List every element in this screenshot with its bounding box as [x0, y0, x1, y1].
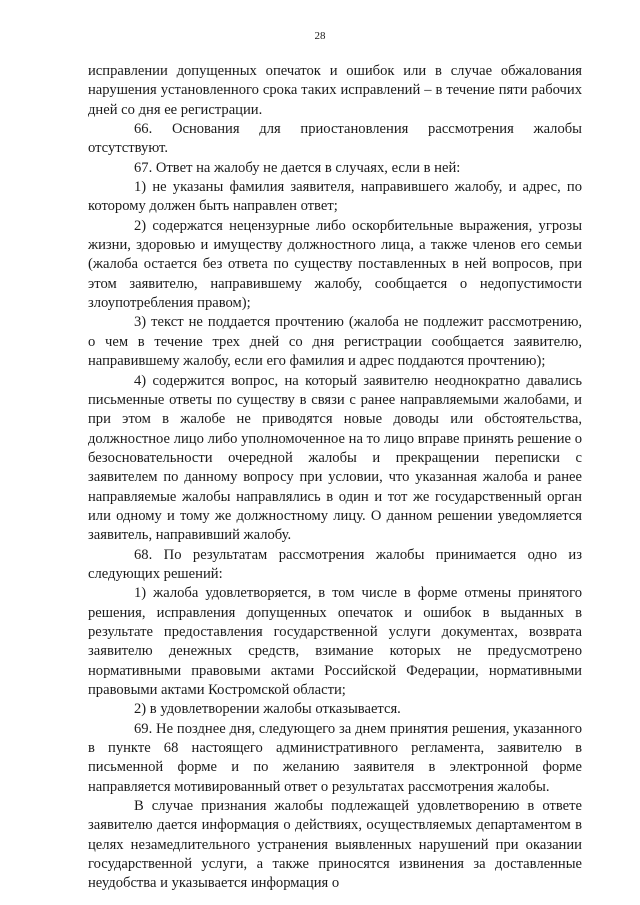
paragraph-66: 66. Основания для приостановления рассмотрения жалобы отсутствуют.	[88, 121, 582, 157]
paragraph-67-item-2: 2) содержатся нецензурные либо оскорбительные выражения, угрозы жизни, здоровью и имуществу должностного лица, а также членов его семьи (жалоба остается без ответа по существу поставленных в ней вопросов, при этом заявителю, направившему жалобу, сообщается о недопустимости злоупотребления правом);	[88, 217, 582, 312]
paragraph-68: 68. По результатам рассмотрения жалобы принимается одно из следующих решений:	[88, 546, 582, 582]
document-body	[88, 62, 582, 894]
paragraph-68-item-1: 1) жалоба удовлетворяется, в том числе в форме отмены принятого решения, исправления допущенных опечаток и ошибок в выданных в результате предоставления государственной услуги документах, возврата заявителю денежных средств, взимание которых не предусмотрено нормативными правовыми актами Российской Федерации, нормативными правовыми актами Костромской области;	[88, 585, 582, 698]
paragraph-69-continued: В случае признания жалобы подлежащей удовлетворению в ответе заявителю дается информация о действиях, осуществляемых департаментом в целях незамедлительного устранения выявленных нарушений при оказании государственной услуги, а также приносятся извинения за доставленные неудобства и указывается информация о	[88, 798, 582, 892]
paragraph-67-item-4: 4) содержится вопрос, на который заявителю неоднократно давались письменные ответы по существу в связи с ранее направляемыми жалобами, и при этом в жалобе не приводятся новые доводы или обстоятельства, должностное лицо либо уполномоченное на то лицо вправе принять решение о безосновательности очередной жалобы и прекращении переписки с заявителем по данному вопросу при условии, что указанная жалоба и ранее направляемые жалобы направлялись в один и тот же государственный орган или одному и тому же должностному лицу. О данном решении уведомляется заявитель, направивший жалобу.	[88, 372, 582, 544]
paragraph-69: 69. Не позднее дня, следующего за днем принятия решения, указанного в пункте 68 настоящего административного регламента, заявителю в письменной форме и по желанию заявителя в электронной форме направляется мотивированный ответ о результатах рассмотрения жалобы.	[88, 720, 582, 795]
paragraph-continuation: исправлении допущенных опечаток и ошибок или в случае обжалования нарушения установленного срока таких исправлений – в течение пяти рабочих дней со дня ее регистрации.	[88, 63, 582, 118]
paragraph-67: 67. Ответ на жалобу не дается в случаях, если в ней:	[134, 159, 461, 176]
paragraph-67-item-3: 3) текст не поддается прочтению (жалоба не подлежит рассмотрению, о чем в течение трех дней со дня регистрации сообщается заявителю, направившему жалобу, если его фамилия и адрес поддаются прочтению);	[88, 314, 582, 370]
paragraph-67-item-1: 1) не указаны фамилия заявителя, направившего жалобу, и адрес, по которому должен быть направлен ответ;	[88, 179, 582, 215]
page-number: 28	[314, 30, 326, 42]
paragraph-68-item-2: 2) в удовлетворении жалобы отказывается.	[134, 701, 401, 718]
